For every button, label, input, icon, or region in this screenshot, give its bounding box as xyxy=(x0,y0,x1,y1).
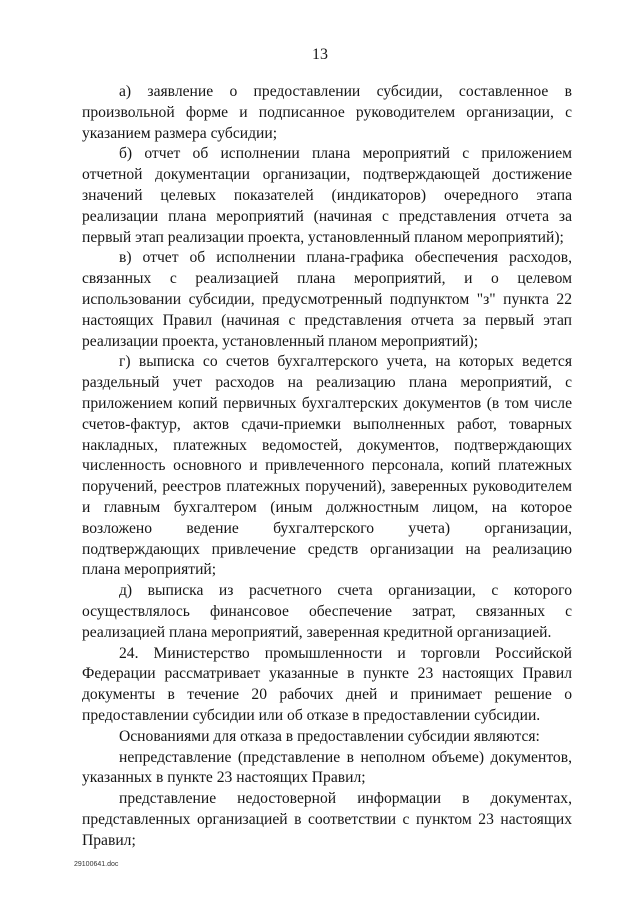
document-file-code: 29100641.doc xyxy=(74,861,119,868)
paragraph-item-b: б) отчет об исполнении плана мероприятий с приложением отчетной документации организации, подтверждающей достижение значений целевых показателей (индикаторов) очередного этапа реализации плана мероприятий (начиная с представления отчета за первый этап реализации проекта, установленный планом мероприятий); xyxy=(82,145,572,246)
document-body xyxy=(82,82,572,851)
paragraph-refusal-grounds: Основаниями для отказа в предоставлении субсидии являются: xyxy=(119,727,540,745)
paragraph-item-g: г) выписка со счетов бухгалтерского учета, на которых ведется раздельный учет расходов на реализацию плана мероприятий, с приложением копий первичных бухгалтерских документов (в том числе счетов-фактур, актов сдачи-приемки выполненных работ, товарных накладных, платежных ведомостей, документов, подтверждающих численность основного и привлеченного персонала, копий платежных поручений, реестров платежных поручений), заверенных руководителем и главным бухгалтером (иным должностным лицом, на которое возложено ведение бухгалтерского учета) организации, подтверждающих привлечение средств организации на реализацию плана мероприятий; xyxy=(82,353,572,579)
paragraph-ground-false-info: представление недостоверной информации в документах, представленных организацией в соответствии с пунктом 23 настоящих Правил; xyxy=(82,790,572,849)
paragraph-item-a: а) заявление о предоставлении субсидии, составленное в произвольной форме и подписанное руководителем организации, с указанием размера субсидии; xyxy=(82,83,572,142)
page-number: 13 xyxy=(312,46,328,63)
paragraph-ground-incomplete-docs: непредставление (представление в неполном объеме) документов, указанных в пункте 23 настоящих Правил; xyxy=(82,748,572,787)
paragraph-clause-24: 24. Министерство промышленности и торговли Российской Федерации рассматривает указанные в пункте 23 настоящих Правил документы в течение 20 рабочих дней и принимает решение о предоставлении субсидии или об отказе в предоставлении субсидии. xyxy=(82,644,572,724)
paragraph-item-d: д) выписка из расчетного счета организации, с которого осуществлялось финансовое обеспечение затрат, связанных с реализацией плана мероприятий, заверенная кредитной организацией. xyxy=(82,582,572,641)
paragraph-item-v: в) отчет об исполнении плана-графика обеспечения расходов, связанных с реализацией плана мероприятий, и о целевом использовании субсидии, предусмотренный подпунктом "з" пункта 22 настоящих Правил (начиная с представления отчета за первый этап реализации проекта, установленный планом мероприятий); xyxy=(82,249,572,350)
